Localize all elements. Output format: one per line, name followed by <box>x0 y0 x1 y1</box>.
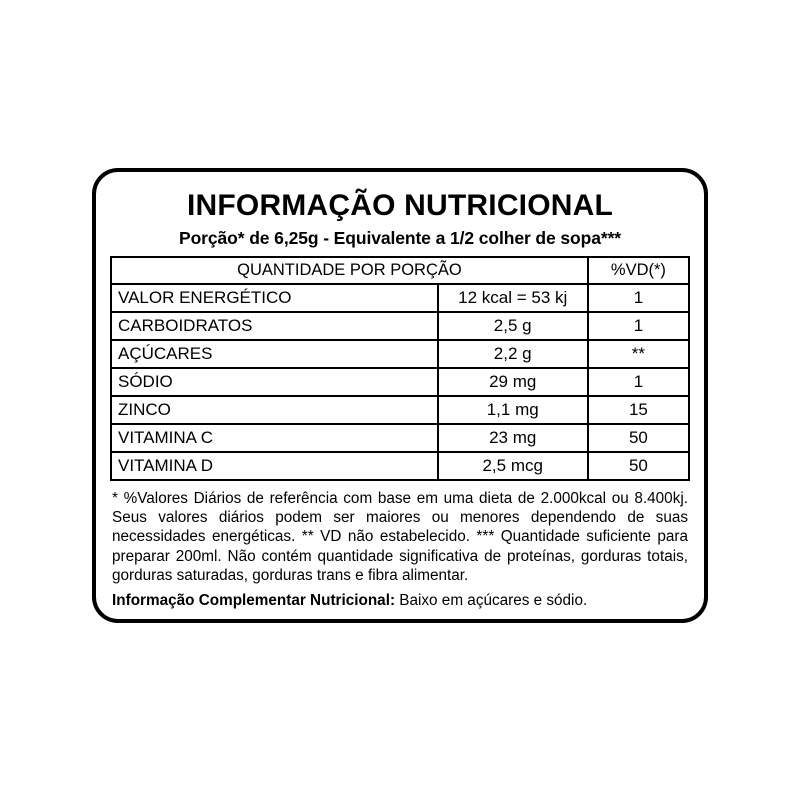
nutrient-amount: 1,1 mg <box>438 396 588 424</box>
table-body <box>111 284 689 480</box>
complementary-info <box>110 592 690 610</box>
nutrient-vd: 1 <box>588 284 689 312</box>
table-row <box>111 312 689 340</box>
footnote <box>110 489 690 586</box>
column-header-quantity: QUANTIDADE POR PORÇÃO <box>111 257 588 284</box>
table-row <box>111 424 689 452</box>
nutrient-amount: 12 kcal = 53 kj <box>438 284 588 312</box>
nutrient-amount: 23 mg <box>438 424 588 452</box>
nutrient-name: VITAMINA C <box>111 424 438 452</box>
complementary-info-text: Baixo em açúcares e sódio. <box>395 591 588 609</box>
nutrition-label-panel <box>92 168 708 623</box>
table-row <box>111 284 689 312</box>
nutrient-name: ZINCO <box>111 396 438 424</box>
table-row <box>111 452 689 480</box>
nutrient-amount: 2,5 g <box>438 312 588 340</box>
complementary-info-label: Informação Complementar Nutricional: <box>112 591 396 609</box>
nutrient-vd: 15 <box>588 396 689 424</box>
table-row <box>111 340 689 368</box>
table-header-row <box>111 257 689 284</box>
column-header-vd: %VD(*) <box>588 257 689 284</box>
nutrition-table <box>110 256 690 481</box>
nutrient-name: VALOR ENERGÉTICO <box>111 284 438 312</box>
nutrient-name: AÇÚCARES <box>111 340 438 368</box>
nutrient-vd: 50 <box>588 452 689 480</box>
table-row <box>111 368 689 396</box>
nutrient-name: CARBOIDRATOS <box>111 312 438 340</box>
serving-subtitle: Porção* de 6,25g - Equivalente a 1/2 colher de sopa*** <box>179 227 621 248</box>
nutrient-vd: ** <box>588 340 689 368</box>
footnote-text: * %Valores Diários de referência com base em uma dieta de 2.000kcal ou 8.400kj. Seus valores diários podem ser maiores ou menores dependendo de suas necessidades energéticas. ** VD não estabelecido. *** Quantidade suficiente para preparar 200ml. Não contém quantidade significativa de proteínas, gorduras totais, gorduras saturadas, gorduras trans e fibra alimentar. <box>112 489 688 585</box>
nutrient-amount: 29 mg <box>438 368 588 396</box>
table-row <box>111 396 689 424</box>
nutrient-vd: 1 <box>588 368 689 396</box>
nutrient-vd: 1 <box>588 312 689 340</box>
nutrient-vd: 50 <box>588 424 689 452</box>
nutrient-amount: 2,5 mcg <box>438 452 588 480</box>
nutrient-name: SÓDIO <box>111 368 438 396</box>
table-header <box>111 257 689 284</box>
nutrient-name: VITAMINA D <box>111 452 438 480</box>
page-title: INFORMAÇÃO NUTRICIONAL <box>186 189 614 222</box>
nutrient-amount: 2,2 g <box>438 340 588 368</box>
